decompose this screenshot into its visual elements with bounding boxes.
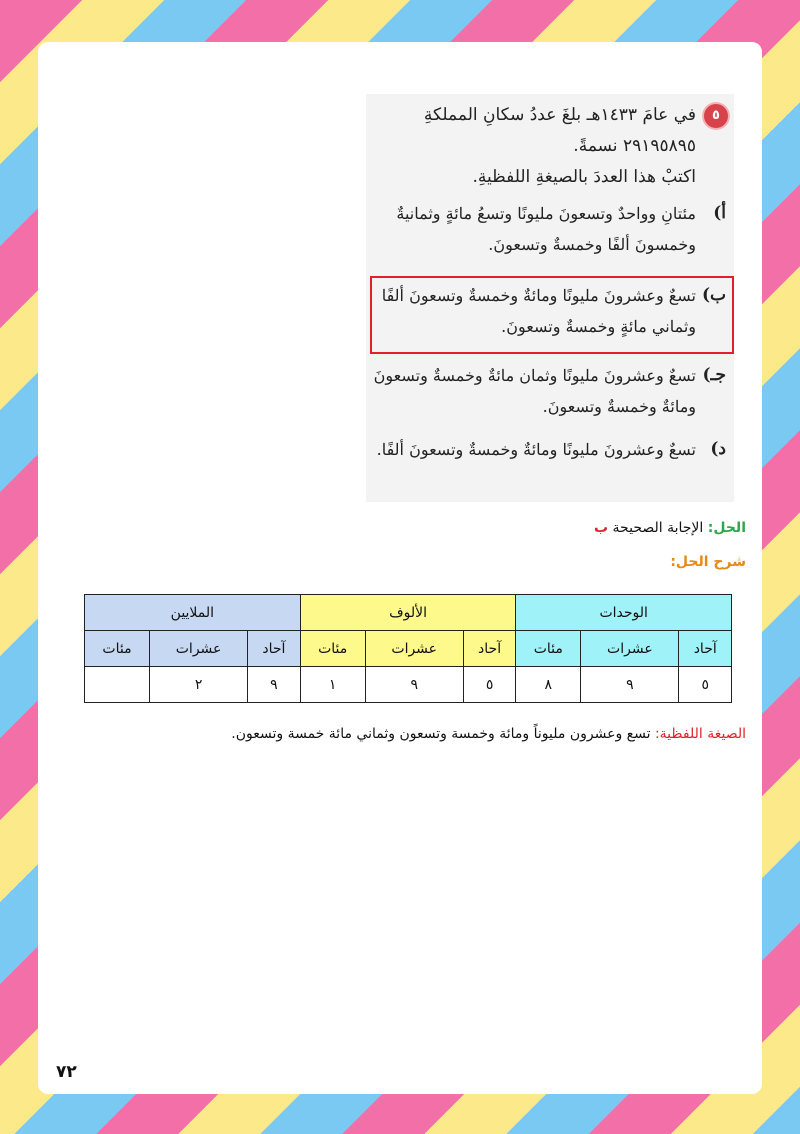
solution-text: الإجابة الصحيحة [612, 520, 704, 536]
explanation-heading [670, 554, 746, 570]
digit-cell: ٩ [248, 667, 301, 703]
option-a [372, 198, 734, 260]
subheader-cell: مئات [516, 631, 581, 667]
subheader-cell: مئات [85, 631, 150, 667]
stem-line-1: في عامَ ١٤٣٣هـ بلغَ عددُ سكانِ المملكةِ [423, 105, 696, 125]
option-c-text: تسعٌ وعشرونَ مليونًا وثمان مائةٌ وخمسةٌ وتسعونَ ومائةٌ وخمسةٌ وتسعونَ. [373, 366, 696, 416]
verbal-form-text: تسع وعشرون مليوناً ومائة وخمسة وتسعون وثماني مائة خمسة وتسعون. [231, 726, 651, 742]
digit-cell: ٢ [150, 667, 248, 703]
digit-cell [85, 667, 150, 703]
stem-line-3: اكتبْ هذا العددَ بالصيغةِ اللفظيةِ. [472, 167, 696, 187]
stem-line-2: ٢٩١٩٥٨٩٥ نسمةً. [573, 136, 696, 156]
page-number: ٧٢ [56, 1062, 77, 1082]
option-a-text: مئتانِ وواحدٌ وتسعونَ مليونًا وتسعُ مائةٍ وثمانيةٌ وخمسونَ ألفًا وخمسةٌ وتسعونَ. [396, 204, 696, 254]
place-value-table [84, 594, 732, 703]
solution-label: الحل: [707, 520, 746, 536]
option-b-text: تسعٌ وعشرونَ مليونًا ومائةٌ وخمسةٌ وتسعونَ ألفًا وثماني مائةٍ وخمسةٌ وتسعونَ. [381, 286, 696, 336]
option-c-letter: جـ) [702, 365, 726, 385]
digit-cell: ٥ [463, 667, 516, 703]
option-c [372, 360, 734, 422]
subheader-cell: عشرات [581, 631, 679, 667]
option-b-letter: ب) [701, 285, 726, 305]
verbal-form-label: الصيغة اللفظية: [654, 726, 746, 742]
digits-row [85, 667, 732, 703]
question-stem [386, 100, 696, 193]
subheader-cell: آحاد [679, 631, 732, 667]
group-header-row [85, 595, 732, 631]
digit-cell: ٩ [581, 667, 679, 703]
option-d-text: تسعٌ وعشرونَ مليونًا ومائةٌ وخمسةٌ وتسعونَ ألفًا. [376, 440, 696, 459]
group-millions: الملايين [85, 595, 301, 631]
explanation-label: شرح الحل: [670, 554, 746, 570]
solution-line [594, 520, 746, 536]
option-d-letter: د) [710, 439, 726, 459]
group-thousands: الألوف [300, 595, 516, 631]
subheader-cell: عشرات [365, 631, 463, 667]
option-d [372, 434, 734, 465]
correct-answer-highlight [370, 276, 734, 354]
solution-answer: ب [594, 520, 609, 536]
digit-cell: ٨ [516, 667, 581, 703]
digit-cell: ١ [300, 667, 365, 703]
question-number-badge: ٥ [704, 104, 728, 128]
page-sheet [38, 42, 762, 1094]
verbal-form-line [231, 726, 746, 742]
subheader-cell: عشرات [150, 631, 248, 667]
option-a-letter: أ) [713, 203, 726, 223]
subheader-cell: آحاد [463, 631, 516, 667]
subheader-cell: آحاد [248, 631, 301, 667]
group-units: الوحدات [516, 595, 732, 631]
subheader-row [85, 631, 732, 667]
digit-cell: ٥ [679, 667, 732, 703]
subheader-cell: مئات [300, 631, 365, 667]
digit-cell: ٩ [365, 667, 463, 703]
